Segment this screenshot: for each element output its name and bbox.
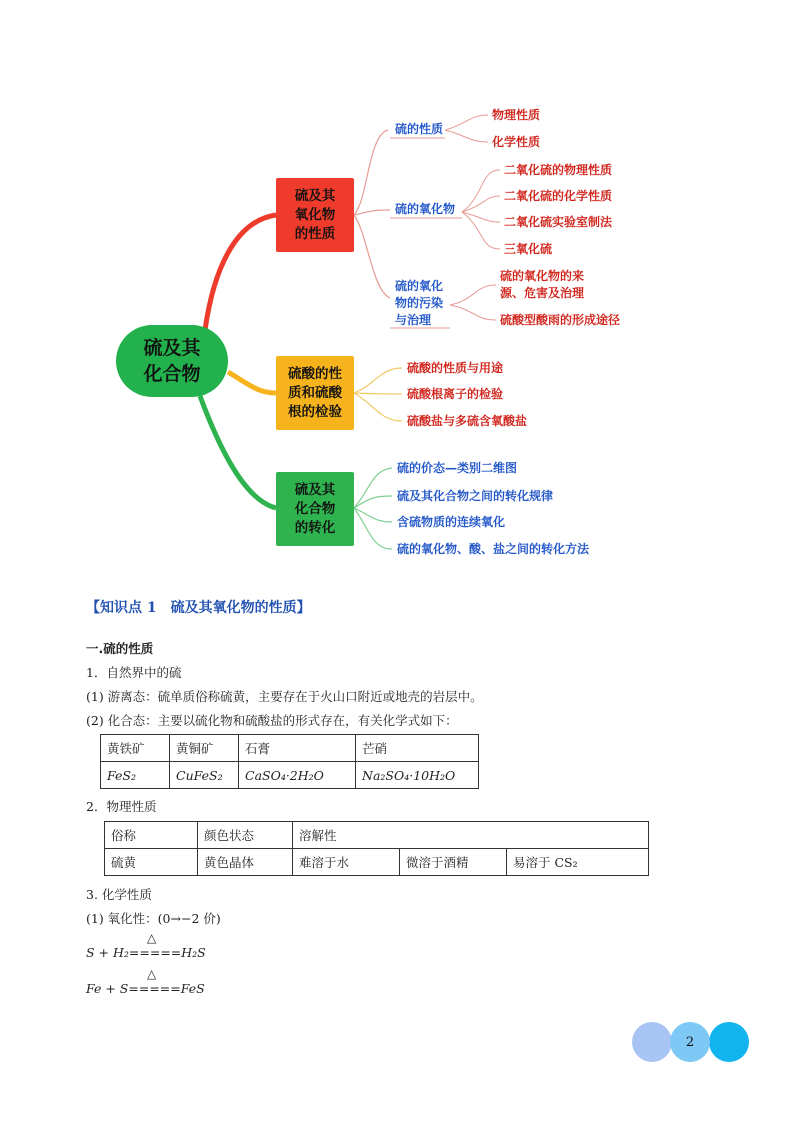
text-oxidizing: (1) 氧化性：(0→−2 价)	[86, 911, 221, 926]
table-cell: 黄色晶体	[198, 849, 293, 876]
leaf-acid-properties: 硫酸的性质与用途	[407, 361, 504, 375]
item-natural-sulfur: 1．自然界中的硫	[86, 665, 182, 680]
table-cell: 难溶于水	[293, 849, 400, 876]
table-cell: 溶解性	[293, 822, 649, 849]
page-number: 2	[670, 1022, 710, 1062]
sub-sulfur-properties: 硫的性质	[395, 122, 444, 136]
leaf-so2-physical: 二氧化硫的物理性质	[504, 163, 613, 177]
equation-fe-s: Fe + S=====FeS	[86, 981, 205, 996]
minerals-table	[100, 734, 479, 789]
sub-pollution: 硫的氧化 物的污染 与治理	[395, 279, 444, 327]
table-cell: 俗称	[105, 822, 198, 849]
subheading-sulfur-properties: 一.硫的性质	[86, 641, 154, 656]
page-badge-left-circle	[632, 1022, 672, 1062]
table-cell: 颜色状态	[198, 822, 293, 849]
table-cell: 芒硝	[356, 735, 479, 762]
table-row	[105, 849, 649, 876]
heating-condition-symbol: △	[147, 931, 157, 945]
text-combined-state: (2) 化合态：主要以硫化物和硫酸盐的形式存在，有关化学式如下：	[86, 713, 458, 728]
table-row	[101, 735, 479, 762]
item-chemical-properties: 3. 化学性质	[86, 887, 152, 902]
leaf-so2-chemical: 二氧化硫的化学性质	[504, 189, 613, 203]
branch-sulfuric-acid: 硫酸的性 质和硫酸 根的检验	[276, 356, 354, 430]
table-cell: 易溶于 CS₂	[507, 849, 649, 876]
leaf-pollution-source: 硫的氧化物的来 源、危害及治理	[500, 269, 585, 300]
mind-map-root: 硫及其 化合物	[116, 325, 228, 397]
table-row	[105, 822, 649, 849]
leaf-conversion-rules: 硫及其化合物之间的转化规律	[397, 489, 554, 503]
leaf-so2-lab: 二氧化硫实验室制法	[504, 215, 613, 229]
table-cell: FeS₂	[101, 762, 170, 789]
table-cell: 硫黄	[105, 849, 198, 876]
leaf-sulfate-salts: 硫酸盐与多硫含氧酸盐	[407, 414, 528, 428]
equation-s-h2: S + H₂=====H₂S	[86, 945, 206, 960]
knowledge-point-heading: 【知识点 1 硫及其氧化物的性质】	[86, 600, 311, 616]
table-cell: CaSO₄·2H₂O	[239, 762, 356, 789]
leaf-acid-rain: 硫酸型酸雨的形成途径	[500, 313, 621, 327]
table-cell: 黄铜矿	[170, 735, 239, 762]
leaf-physical: 物理性质	[492, 108, 541, 122]
text-free-state: (1) 游离态：硫单质俗称硫黄，主要存在于火山口附近或地壳的岩层中。	[86, 689, 483, 704]
heating-condition-symbol: △	[147, 967, 157, 981]
table-cell: 微溶于酒精	[400, 849, 507, 876]
leaf-conversion-methods: 硫的氧化物、酸、盐之间的转化方法	[397, 542, 590, 556]
table-cell: Na₂SO₄·10H₂O	[356, 762, 479, 789]
leaf-sulfate-test: 硫酸根离子的检验	[407, 387, 504, 401]
leaf-valence-diagram: 硫的价态—类别二维图	[397, 461, 518, 475]
physical-properties-table	[104, 821, 649, 876]
page-badge-right-circle	[709, 1022, 749, 1062]
leaf-continuous-oxidation: 含硫物质的连续氧化	[397, 515, 506, 529]
branch-sulfur-oxides: 硫及其 氧化物 的性质	[276, 178, 354, 252]
table-row	[101, 762, 479, 789]
item-physical-properties: 2．物理性质	[86, 799, 157, 814]
table-cell: 黄铁矿	[101, 735, 170, 762]
branch-conversion: 硫及其 化合物 的转化	[276, 472, 354, 546]
sub-sulfur-oxides: 硫的氧化物	[395, 202, 456, 216]
table-cell: 石膏	[239, 735, 356, 762]
table-cell: CuFeS₂	[170, 762, 239, 789]
leaf-chemical: 化学性质	[492, 135, 541, 149]
leaf-so3: 三氧化硫	[504, 242, 553, 256]
